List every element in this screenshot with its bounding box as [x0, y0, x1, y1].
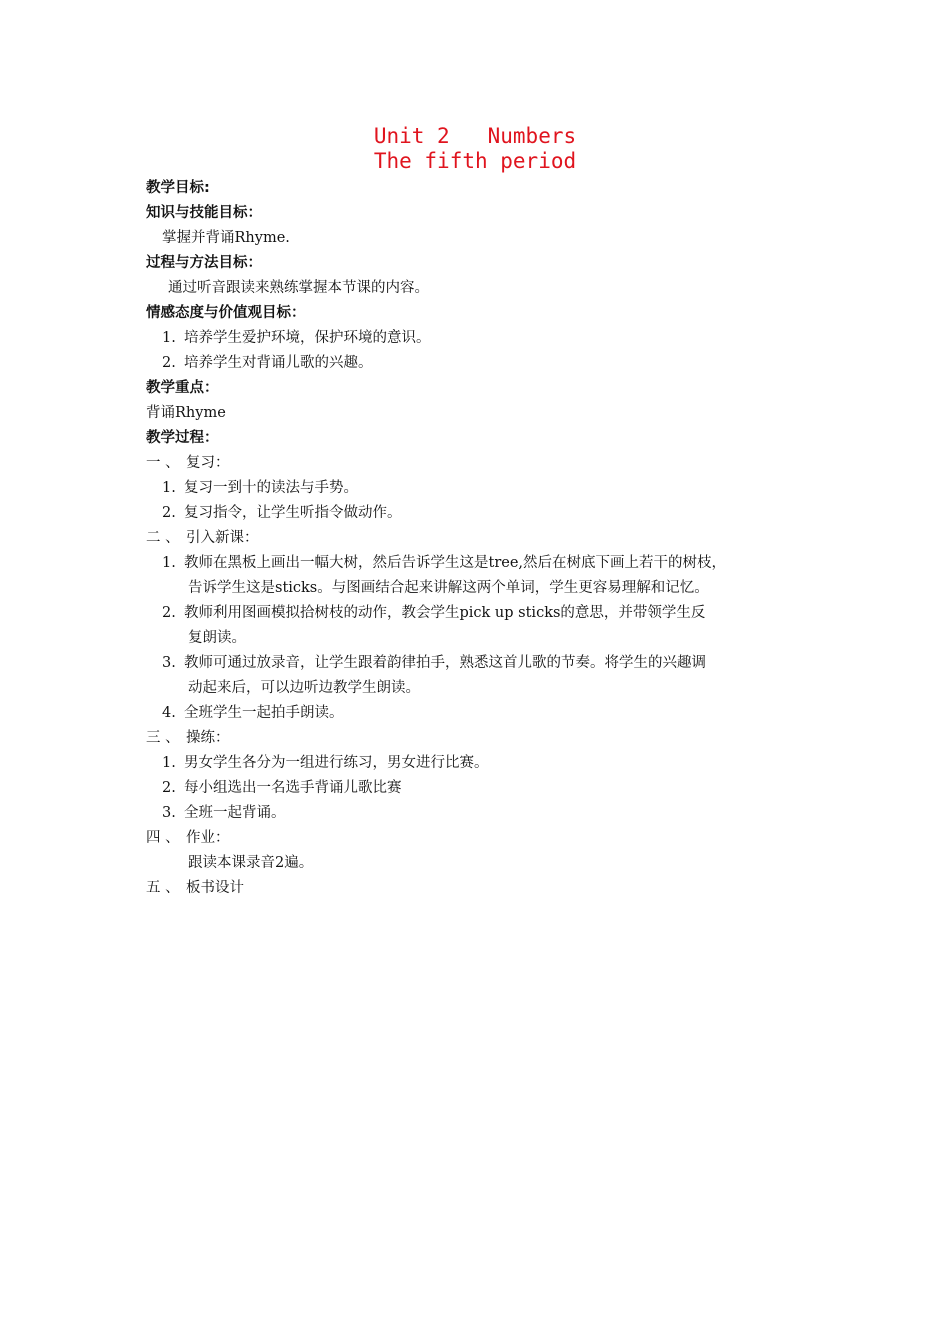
homework-text: 跟读本课录音2遍。 [188, 855, 314, 871]
list-item-text: 教师在黑板上画出一幅大树，然后告诉学生这是tree,然后在树底下画上若干的树枝， [184, 555, 727, 571]
list-item [146, 351, 826, 376]
section-title: 板书设计 [186, 880, 244, 896]
section-practice [146, 726, 826, 751]
list-item-text: 每小组选出一名选手背诵儿歌比赛 [184, 780, 402, 796]
list-item-continuation: 复朗读。 [188, 630, 246, 646]
section-review [146, 451, 826, 476]
section-number: 二 、 [146, 530, 180, 546]
list-item-number: 1. [162, 555, 176, 571]
list-item-number: 3. [162, 655, 176, 671]
list-item-text: 全班一起背诵。 [184, 805, 286, 821]
list-item-text: 培养学生对背诵儿歌的兴趣。 [184, 355, 373, 371]
list-item [146, 501, 826, 526]
emotion-heading: 情感态度与价值观目标： [146, 305, 306, 321]
list-item-text: 培养学生爱护环境，保护环境的意识。 [184, 330, 431, 346]
knowledge-text: 掌握并背诵Rhyme. [162, 230, 290, 246]
section-number: 三 、 [146, 730, 180, 746]
section-title: 操练： [186, 730, 230, 746]
key-points-heading: 教学重点： [146, 380, 219, 396]
section-title: 作业： [186, 830, 230, 846]
knowledge-heading: 知识与技能目标： [146, 205, 262, 221]
section-number: 四 、 [146, 830, 180, 846]
procedure-heading: 教学过程： [146, 430, 219, 446]
section-title: 复习： [186, 455, 230, 471]
list-item-number: 4. [162, 705, 176, 721]
process-text: 通过听音跟读来熟练掌握本节课的内容。 [168, 280, 429, 296]
list-item-continuation: 动起来后，可以边听边教学生朗读。 [188, 680, 420, 696]
period-title: The fifth period [373, 149, 577, 173]
list-item [146, 751, 826, 776]
unit-title: Unit 2 Numbers [373, 124, 577, 148]
list-item-number: 1. [162, 755, 176, 771]
list-item [146, 701, 826, 726]
list-item [146, 326, 826, 351]
lesson-plan-body [146, 176, 826, 901]
list-item-text: 复习一到十的读法与手势。 [184, 480, 358, 496]
list-item [146, 776, 826, 801]
list-item-number: 2. [162, 605, 176, 621]
list-item-text: 教师利用图画模拟拾树枝的动作，教会学生pick up sticks的意思，并带领学生反 [184, 605, 706, 621]
list-item-text: 复习指令，让学生听指令做动作。 [184, 505, 402, 521]
list-item [146, 551, 826, 576]
section-number: 五 、 [146, 880, 180, 896]
list-item-text: 全班学生一起拍手朗读。 [184, 705, 344, 721]
list-item [146, 476, 826, 501]
list-item-text: 男女学生各分为一组进行练习，男女进行比赛。 [184, 755, 489, 771]
objectives-heading: 教学目标: [146, 180, 210, 196]
list-item-number: 3. [162, 805, 176, 821]
list-item [146, 801, 826, 826]
process-heading: 过程与方法目标： [146, 255, 262, 271]
title-block [0, 124, 950, 174]
list-item-number: 2. [162, 505, 176, 521]
list-item [146, 651, 826, 676]
section-number: 一 、 [146, 455, 180, 471]
section-board-design [146, 876, 826, 901]
list-item-text: 教师可通过放录音，让学生跟着韵律拍手，熟悉这首儿歌的节奏。将学生的兴趣调 [184, 655, 706, 671]
list-item-continuation: 告诉学生这是sticks。与图画结合起来讲解这两个单词，学生更容易理解和记忆。 [188, 580, 709, 596]
section-title: 引入新课： [186, 530, 259, 546]
list-item-number: 1. [162, 480, 176, 496]
list-item [146, 601, 826, 626]
list-item-number: 1. [162, 330, 176, 346]
section-homework [146, 826, 826, 851]
key-points-text: 背诵Rhyme [146, 405, 226, 421]
list-item-number: 2. [162, 780, 176, 796]
section-new-lesson [146, 526, 826, 551]
list-item-number: 2. [162, 355, 176, 371]
